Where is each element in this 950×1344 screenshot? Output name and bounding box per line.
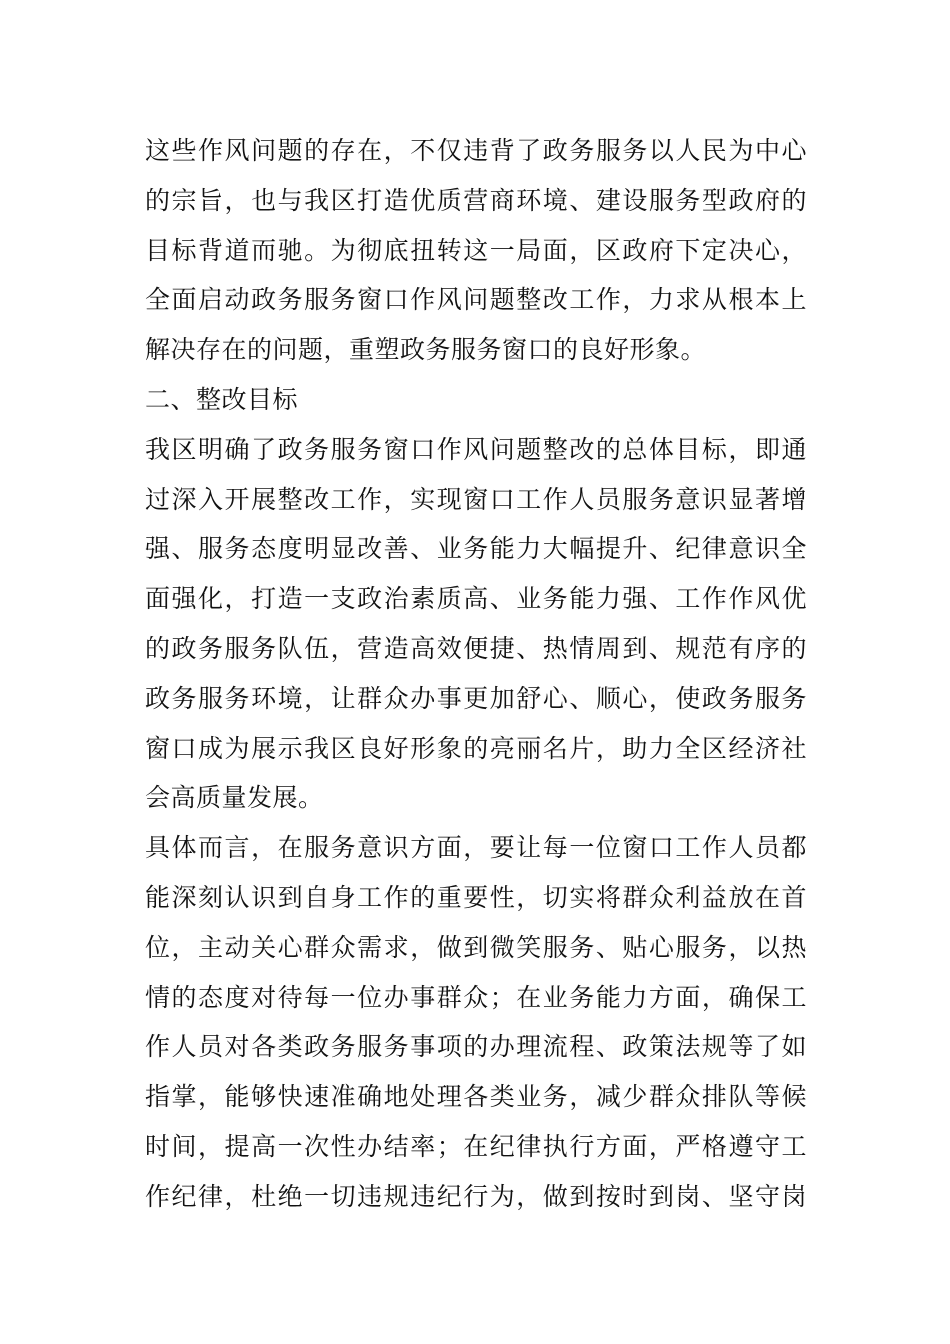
text-line: 解决存在的问题，重塑政务服务窗口的良好形象。 [145, 335, 707, 365]
text-line: 目标背道而驰。为彻底扭转这一局面，区政府下定决心， [145, 235, 807, 265]
text-line: 位，主动关心群众需求，做到微笑服务、贴心服务，以热 [145, 932, 807, 962]
text-line: 我区明确了政务服务窗口作风问题整改的总体目标，即通 [145, 434, 807, 464]
text-line: 强、服务态度明显改善、业务能力大幅提升、纪律意识全 [145, 534, 807, 564]
text-line: 政务服务环境，让群众办事更加舒心、顺心，使政务服务 [145, 683, 807, 713]
text-line: 过深入开展整改工作，实现窗口工作人员服务意识显著增 [145, 484, 807, 514]
text-line: 时间，提高一次性办结率；在纪律执行方面，严格遵守工 [145, 1131, 807, 1161]
text-line: 面强化，打造一支政治素质高、业务能力强、工作作风优 [145, 584, 807, 614]
text-line: 作人员对各类政务服务事项的办理流程、政策法规等了如 [145, 1032, 807, 1062]
text-line: 会高质量发展。 [145, 783, 324, 813]
text-line: 的宗旨，也与我区打造优质营商环境、建设服务型政府的 [145, 185, 807, 215]
text-line: 全面启动政务服务窗口作风问题整改工作，力求从根本上 [145, 285, 807, 315]
text-line: 情的态度对待每一位办事群众；在业务能力方面，确保工 [145, 982, 807, 1012]
text-line: 指掌，能够快速准确地处理各类业务，减少群众排队等候 [145, 1082, 807, 1112]
text-line: 窗口成为展示我区良好形象的亮丽名片，助力全区经济社 [145, 733, 807, 763]
text-line: 这些作风问题的存在，不仅违背了政务服务以人民为中心 [145, 136, 807, 165]
text-line: 作纪律，杜绝一切违规违纪行为，做到按时到岗、坚守岗 [145, 1181, 807, 1211]
section-heading: 二、整改目标 [145, 384, 299, 414]
text-line: 具体而言，在服务意识方面，要让每一位窗口工作人员都 [145, 833, 807, 863]
document-body [145, 126, 807, 1222]
text-line: 的政务服务队伍，营造高效便捷、热情周到、规范有序的 [145, 633, 807, 663]
text-line: 能深刻认识到自身工作的重要性，切实将群众利益放在首 [145, 882, 807, 912]
